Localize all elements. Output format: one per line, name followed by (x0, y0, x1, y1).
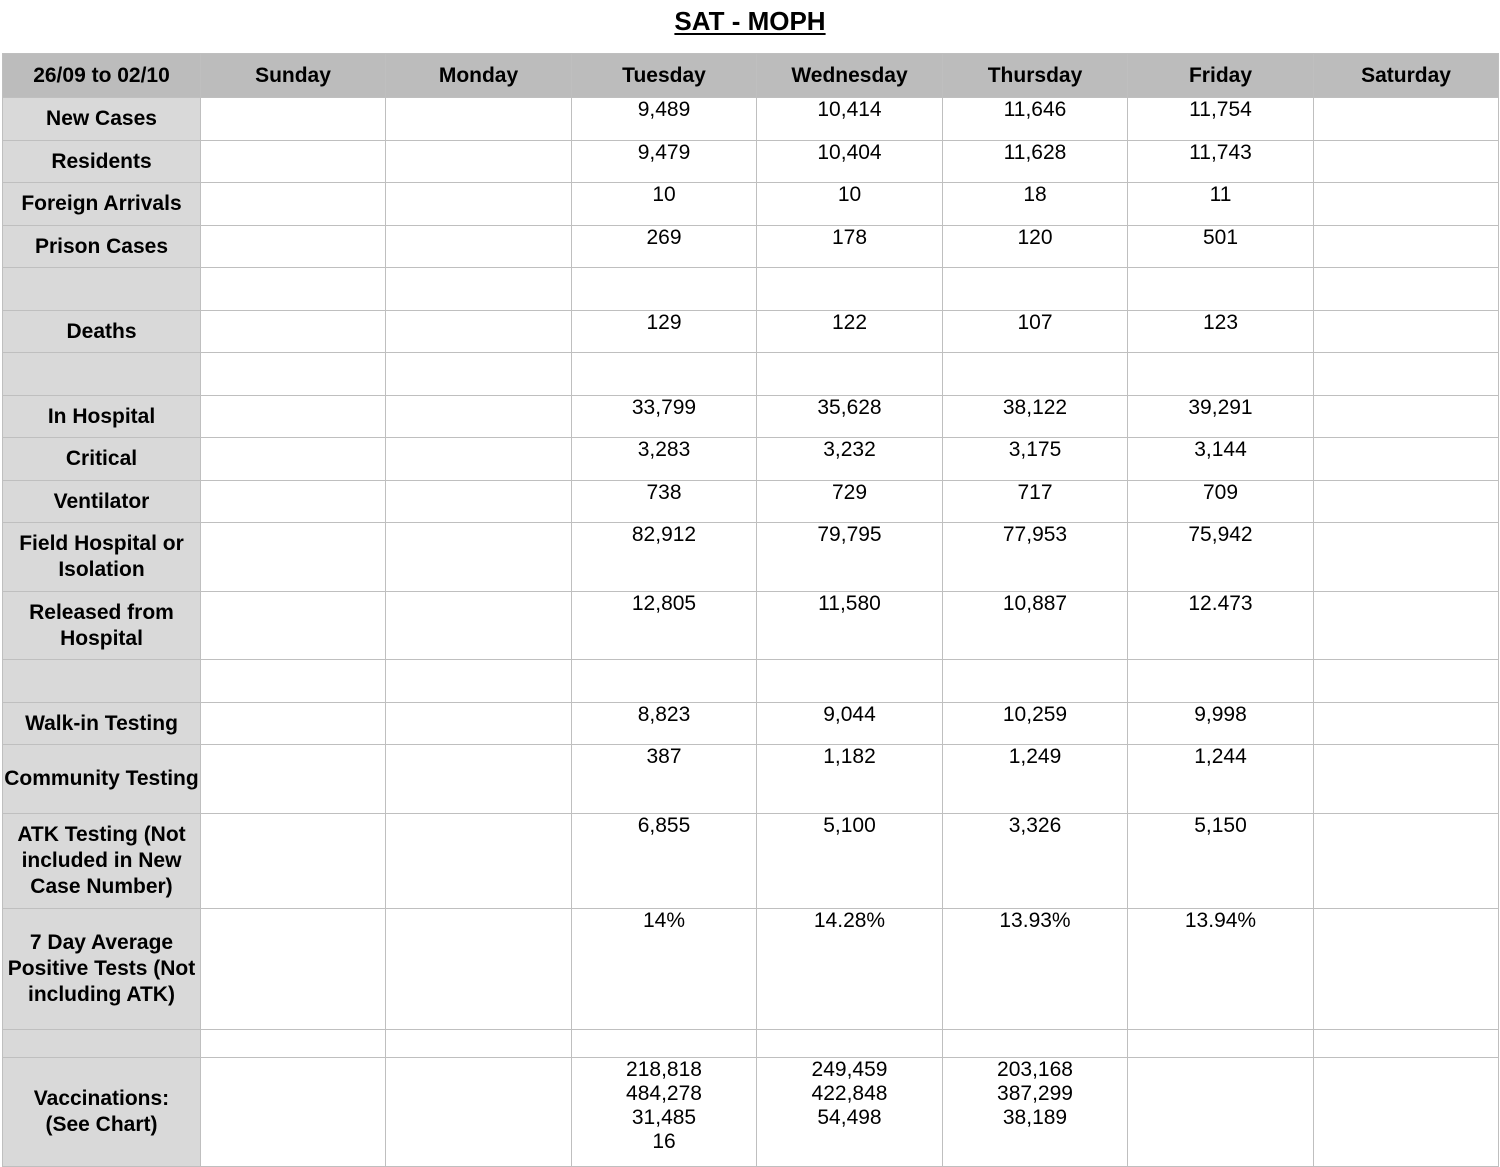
row-label (3, 1030, 201, 1058)
table-cell: 10 (757, 183, 943, 226)
table-cell (1314, 703, 1499, 745)
table-cell: 1,182 (757, 745, 943, 814)
table-cell (1314, 311, 1499, 353)
row-label: Ventilator (3, 481, 201, 523)
vaccination-value: 218,818 (626, 1058, 702, 1081)
table-cell (1314, 660, 1499, 703)
vaccinations-label-line: (See Chart) (45, 1113, 158, 1136)
vaccinations-cell (201, 1058, 386, 1167)
table-cell: 1,244 (1128, 745, 1314, 814)
table-row (3, 353, 1499, 396)
table-cell (201, 438, 386, 481)
table-cell (386, 745, 572, 814)
moph-weekly-table (2, 53, 1499, 1167)
table-cell (201, 592, 386, 660)
vaccination-value: 203,168 (997, 1058, 1073, 1081)
table-cell: 8,823 (572, 703, 757, 745)
table-row (3, 268, 1499, 311)
table-cell (1314, 98, 1499, 141)
header-tuesday: Tuesday (572, 54, 757, 98)
table-row (3, 745, 1499, 814)
table-cell (943, 353, 1128, 396)
vaccinations-cell (386, 1058, 572, 1167)
table-cell: 269 (572, 226, 757, 268)
table-cell (1314, 438, 1499, 481)
table-cell (201, 226, 386, 268)
row-label: Foreign Arrivals (3, 183, 201, 226)
table-cell (386, 438, 572, 481)
table-cell (757, 353, 943, 396)
table-cell: 13.93% (943, 909, 1128, 1030)
table-cell: 129 (572, 311, 757, 353)
table-cell: 14.28% (757, 909, 943, 1030)
header-row (3, 54, 1499, 98)
table-cell: 12,805 (572, 592, 757, 660)
table-cell (1314, 268, 1499, 311)
header-thursday: Thursday (943, 54, 1128, 98)
table-row (3, 141, 1499, 183)
table-cell (1128, 660, 1314, 703)
table-cell: 11,628 (943, 141, 1128, 183)
table-cell (201, 396, 386, 438)
table-cell: 9,479 (572, 141, 757, 183)
table-cell: 10,259 (943, 703, 1128, 745)
table-cell (201, 141, 386, 183)
table-cell (386, 141, 572, 183)
table-cell (201, 183, 386, 226)
table-cell: 709 (1128, 481, 1314, 523)
table-cell (1314, 141, 1499, 183)
table-cell (386, 814, 572, 909)
table-cell (201, 523, 386, 592)
table-cell (1314, 353, 1499, 396)
table-cell: 738 (572, 481, 757, 523)
table-row (3, 226, 1499, 268)
row-label: 7 Day Average Positive Tests (Not including ATK) (3, 909, 201, 1030)
table-cell: 10,404 (757, 141, 943, 183)
table-cell (572, 1030, 757, 1058)
table-row (3, 703, 1499, 745)
table-cell (201, 1030, 386, 1058)
vaccination-value: 387,299 (997, 1082, 1073, 1105)
table-cell (1128, 1030, 1314, 1058)
table-cell: 120 (943, 226, 1128, 268)
vaccinations-row (3, 1058, 1499, 1167)
vaccination-value: 249,459 (811, 1058, 888, 1081)
table-cell: 11,646 (943, 98, 1128, 141)
table-cell: 35,628 (757, 396, 943, 438)
table-cell (201, 98, 386, 141)
table-cell (386, 481, 572, 523)
table-cell: 12.473 (1128, 592, 1314, 660)
vaccinations-cell (572, 1058, 757, 1167)
table-row (3, 660, 1499, 703)
table-row (3, 98, 1499, 141)
row-label: Critical (3, 438, 201, 481)
table-cell (201, 745, 386, 814)
table-cell (201, 660, 386, 703)
table-cell: 9,044 (757, 703, 943, 745)
table-row (3, 396, 1499, 438)
table-cell: 122 (757, 311, 943, 353)
table-row (3, 592, 1499, 660)
table-cell (386, 268, 572, 311)
table-cell (201, 703, 386, 745)
table-cell: 10,414 (757, 98, 943, 141)
table-cell: 123 (1128, 311, 1314, 353)
page-title: SAT - MOPH (674, 6, 826, 36)
table-cell (1314, 814, 1499, 909)
header-sunday: Sunday (201, 54, 386, 98)
table-row (3, 183, 1499, 226)
row-label: Prison Cases (3, 226, 201, 268)
table-cell (201, 814, 386, 909)
table-cell: 39,291 (1128, 396, 1314, 438)
table-cell (757, 660, 943, 703)
header-date-range: 26/09 to 02/10 (3, 54, 201, 98)
table-cell: 10 (572, 183, 757, 226)
row-label: Field Hospital or Isolation (3, 523, 201, 592)
table-cell: 6,855 (572, 814, 757, 909)
vaccination-value: 31,485 (631, 1106, 697, 1129)
table-cell: 178 (757, 226, 943, 268)
table-row (3, 523, 1499, 592)
table-cell (757, 268, 943, 311)
table-row (3, 481, 1499, 523)
table-cell (201, 311, 386, 353)
table-cell: 79,795 (757, 523, 943, 592)
table-cell: 5,100 (757, 814, 943, 909)
header-saturday: Saturday (1314, 54, 1499, 98)
table-cell: 38,122 (943, 396, 1128, 438)
table-cell (943, 268, 1128, 311)
table-cell (572, 268, 757, 311)
table-cell (1314, 1030, 1499, 1058)
table-cell (572, 353, 757, 396)
table-cell: 10,887 (943, 592, 1128, 660)
table-cell (201, 481, 386, 523)
row-label: New Cases (3, 98, 201, 141)
row-label (3, 353, 201, 396)
table-cell: 33,799 (572, 396, 757, 438)
row-label: In Hospital (3, 396, 201, 438)
row-label: Walk-in Testing (3, 703, 201, 745)
table-cell: 3,326 (943, 814, 1128, 909)
table-cell (386, 353, 572, 396)
table-cell (757, 1030, 943, 1058)
table-cell: 11,743 (1128, 141, 1314, 183)
table-cell (943, 1030, 1128, 1058)
row-label: Community Testing (3, 745, 201, 814)
table-cell (386, 396, 572, 438)
table-row (3, 438, 1499, 481)
table-cell: 11,580 (757, 592, 943, 660)
table-cell: 9,998 (1128, 703, 1314, 745)
table-cell (1314, 523, 1499, 592)
table-cell (386, 592, 572, 660)
table-cell: 107 (943, 311, 1128, 353)
table-cell: 717 (943, 481, 1128, 523)
vaccination-value: 16 (652, 1130, 676, 1153)
table-cell (1314, 226, 1499, 268)
table-cell: 9,489 (572, 98, 757, 141)
table-cell (386, 703, 572, 745)
table-cell (201, 353, 386, 396)
table-cell (1314, 909, 1499, 1030)
table-cell: 14% (572, 909, 757, 1030)
table-cell: 387 (572, 745, 757, 814)
table-cell: 3,144 (1128, 438, 1314, 481)
table-row (3, 1030, 1499, 1058)
table-cell: 5,150 (1128, 814, 1314, 909)
table-cell (386, 909, 572, 1030)
table-cell: 3,232 (757, 438, 943, 481)
table-cell: 3,175 (943, 438, 1128, 481)
vaccinations-cell (1314, 1058, 1499, 1167)
vaccinations-cell (757, 1058, 943, 1167)
table-cell (943, 660, 1128, 703)
row-label: Deaths (3, 311, 201, 353)
vaccinations-cell (943, 1058, 1128, 1167)
row-label-vaccinations (3, 1058, 201, 1167)
table-cell (386, 311, 572, 353)
table-body (3, 98, 1499, 1167)
table-cell: 501 (1128, 226, 1314, 268)
vaccination-value: 422,848 (811, 1082, 888, 1105)
table-cell (386, 1030, 572, 1058)
vaccinations-cell (1128, 1058, 1314, 1167)
table-cell (1314, 183, 1499, 226)
table-row (3, 909, 1499, 1030)
table-cell (386, 183, 572, 226)
table-cell: 18 (943, 183, 1128, 226)
table-cell: 77,953 (943, 523, 1128, 592)
header-monday: Monday (386, 54, 572, 98)
row-label (3, 268, 201, 311)
table-cell: 13.94% (1128, 909, 1314, 1030)
header-wednesday: Wednesday (757, 54, 943, 98)
table-cell (1314, 396, 1499, 438)
table-cell (386, 226, 572, 268)
table-cell (1314, 481, 1499, 523)
table-cell: 82,912 (572, 523, 757, 592)
header-friday: Friday (1128, 54, 1314, 98)
table-cell (386, 523, 572, 592)
table-cell (386, 660, 572, 703)
row-label: Residents (3, 141, 201, 183)
table-cell: 11 (1128, 183, 1314, 226)
table-cell: 3,283 (572, 438, 757, 481)
table-cell (1128, 268, 1314, 311)
table-row (3, 311, 1499, 353)
table-cell (201, 909, 386, 1030)
row-label (3, 660, 201, 703)
table-cell: 729 (757, 481, 943, 523)
table-cell: 11,754 (1128, 98, 1314, 141)
vaccination-value: 54,498 (817, 1106, 882, 1129)
table-row (3, 814, 1499, 909)
table-cell (1314, 592, 1499, 660)
vaccination-value: 484,278 (626, 1082, 702, 1105)
row-label: ATK Testing (Not included in New Case Number) (3, 814, 201, 909)
table-cell (201, 268, 386, 311)
vaccination-value: 38,189 (1002, 1106, 1068, 1129)
table-cell (1314, 745, 1499, 814)
table-cell: 75,942 (1128, 523, 1314, 592)
table-cell (1128, 353, 1314, 396)
table-cell (572, 660, 757, 703)
vaccinations-label-line: Vaccinations: (33, 1087, 170, 1110)
row-label: Released from Hospital (3, 592, 201, 660)
table-cell: 1,249 (943, 745, 1128, 814)
table-cell (386, 98, 572, 141)
